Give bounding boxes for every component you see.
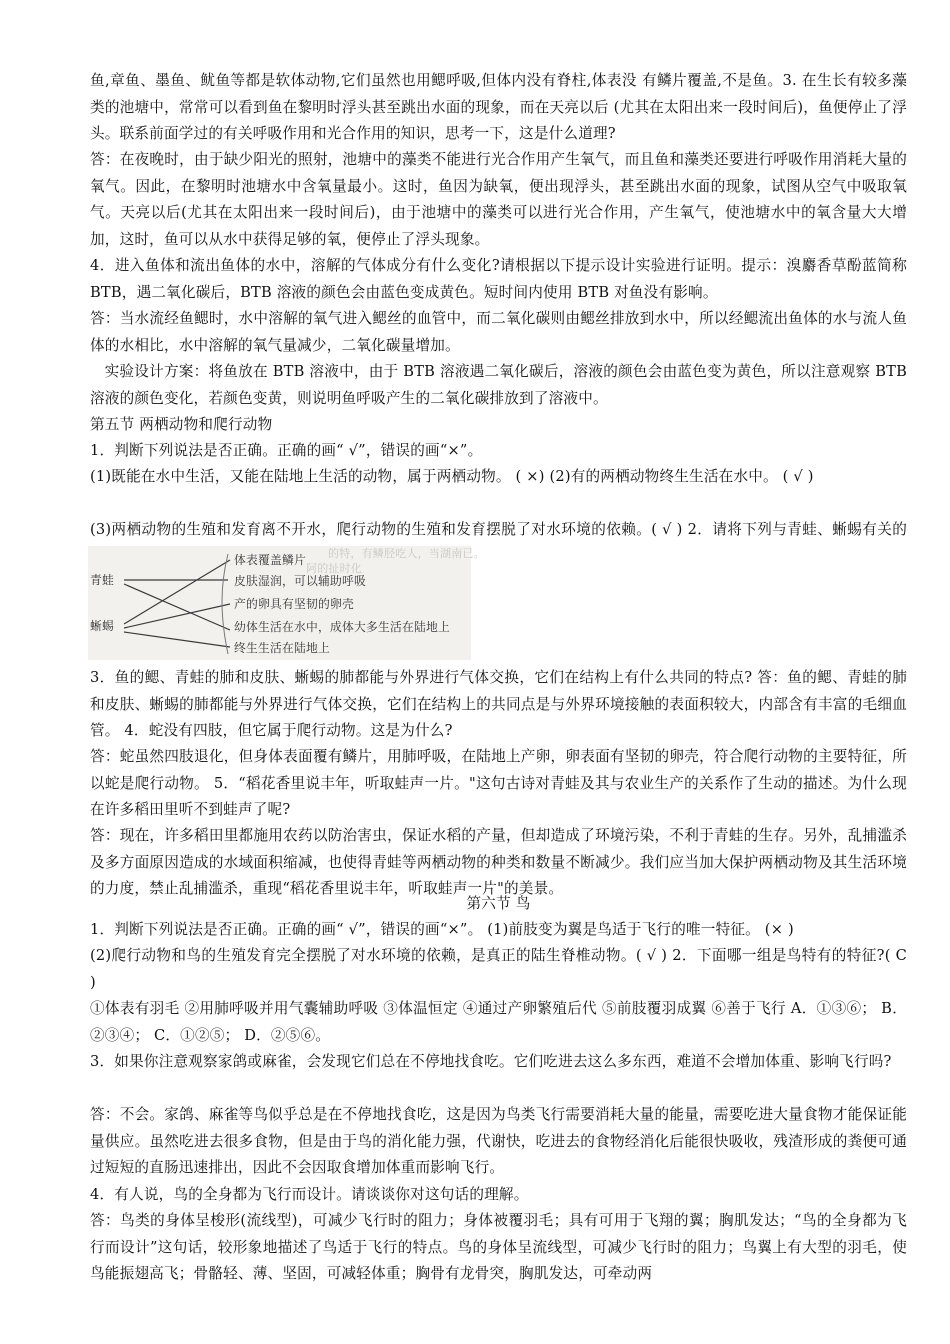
paragraph-fish-mollusks-q3: 鱼,章鱼、墨鱼、鱿鱼等都是软体动物,它们虽然也用鳃呼吸,但体内没有脊柱,体表没 有鳞片覆盖,不是鱼。3. 在生长有较多藻类的池塘中，常常可以看到鱼在黎明时浮头甚至跳出水面的现象，而在天亮以后 (尤其在太阳出来一段时间后)，鱼便停止了浮头。联系前面学过的有关呼吸作用和光合作用的知识，思考一下，这是什么道理? [90,72,907,143]
section-5-q3-q4: 3．鱼的鳃、青蛙的肺和皮肤、蜥蜴的肺都能与外界进行气体交换，它们在结构上有什么共同的特点? 答：鱼的鳃、青蛙的肺和皮肤、蜥蜴的肺都能与外界进行气体交换，它们在结构上的共同点是与外界环境接触的表面积较大，内部含有丰富的毛细血管。 4．蛇没有四肢，但它属于爬行动物。这是为什么? [90,669,907,740]
section-6-q4: 4．有人说，鸟的全身都为飞行而设计。请谈谈你对这句话的理解。 [90,1186,529,1203]
section-5-heading: 第五节 两栖动物和爬行动物 [90,416,273,433]
bracket-mark [222,554,228,654]
line-lizard-scales [124,560,230,624]
answer-q3: 答：在夜晚时，由于缺少阳光的照射，池塘中的藻类不能进行光合作用产生氧气，而且鱼和藻类还要进行呼吸作用消耗大量的氧气。因此，在黎明时池塘水中含氧量最小。这时，鱼因为缺氧，便出现浮头，甚至跳出水面的现象，试图从空气中吸取氧气。天亮以后(尤其在太阳出来一段时间后)，由于池塘中的藻类可以进行光合作用，产生氧气，使池塘水中的氧含量大大增加，这时，鱼可以从水中获得足够的氧，便停止了浮头现象。 [90,151,907,248]
answer-q4: 答：当水流经鱼鳃时，水中溶解的氧气进入鳃丝的血管中，而二氧化碳则由鳃丝排放到水中，所以经鳃流出鱼体的水与流人鱼体的水相比，水中溶解的氧气量减少，二氧化碳量增加。 [90,310,907,354]
section-6-q1: 1．判断下列说法是否正确。正确的画“ √”，错误的画“×”。 (1)前肢变为翼是鸟适于飞行的唯一特征。 (× ) [90,921,794,938]
matching-diagram [88,546,485,660]
line-lizard-land [124,632,230,647]
section-6-q2-options: ①体表有羽毛 ②用肺呼吸并用气囊辅助呼吸 ③体温恒定 ④通过产卵繁殖后代 ⑤前肢覆羽成翼 ⑥善于飞行 A．①③⑥； B．②③④； C．①②⑤； D．②⑤⑥。 [90,1000,907,1044]
section-6-q1-item-2-q2: (2)爬行动物和鸟的生殖发育完全摆脱了对水环境的依赖，是真正的陆生脊椎动物。( √ ) 2．下面哪一组是鸟特有的特征?( C ) [90,947,907,991]
section-5-q1-intro: 1．判断下列说法是否正确。正确的画“ √”，错误的画“×”。 [90,442,483,459]
trait-scales: 体表覆盖鳞片 [234,553,306,567]
section-6-q3: 3．如果你注意观察家鸽或麻雀，会发现它们总在不停地找食吃。它们吃进去这么多东西，难道不会增加体重、影响飞行吗? [90,1053,892,1070]
answer-snake-q5: 答：蛇虽然四肢退化，但身体表面覆有鳞片，用肺呼吸，在陆地上产卵，卵表面有坚韧的卵壳，符合爬行动物的主要特征，所以蛇是爬行动物。 5．“稻花香里说丰年，听取蛙声一片。"这句古诗对青蛙及其与农业生产的关系作了生动的描述。为什么现在许多稻田里听不到蛙声了呢? [90,748,907,819]
answer-section-6-q3: 答：不会。家鸽、麻雀等鸟似乎总是在不停地找食吃，这是因为鸟类飞行需要消耗大量的能量，需要吃进大量食物才能保证能量供应。虽然吃进去很多食物，但是由于鸟的消化能力强，代谢快，吃进去的食物经消化后能很快吸收，残渣形成的粪便可通过短短的直肠迅速排出，因此不会因取食增加体重而影响飞行。 [90,1106,907,1177]
trait-larva-water: 幼体生活在水中，成体大多生活在陆地上 [234,620,450,634]
experiment-design: 实验设计方案：将鱼放在 BTB 溶液中，由于 BTB 溶液遇二氧化碳后，溶液的颜色会由蓝色变为黄色，所以注意观察 BTB 溶液的颜色变化，若颜色变黄，则说明鱼呼吸产生的二氧化碳排放到了溶液中。 [90,363,907,407]
trait-land-lifelong: 终生生活在陆地上 [234,641,330,655]
question-q4: 4．进入鱼体和流出鱼体的水中，溶解的气体成分有什么变化?请根据以下提示设计实验进行证明。提示：溴麝香草酚蓝简称 BTB，遇二氧化碳后，BTB 溶液的颜色会由蓝色变成黄色。短时间内使用 BTB 对鱼没有影响。 [90,257,907,301]
answer-section-6-q4: 答：鸟类的身体呈梭形(流线型)，可减少飞行时的阻力；身体被覆羽毛；具有可用于飞翔的翼；胸肌发达；“鸟的全身都为飞行而设计”这句话，较形象地描述了鸟适于飞行的特点。鸟的身体呈流线型，可减少飞行时的阻力；鸟翼上有大型的羽毛，使鸟能振翅高飞；骨骼轻、薄、坚固，可减轻体重；胸骨有龙骨突，胸肌发达，可牵动两 [90,1212,907,1283]
bleed-through-text: 阿的扯时化 [306,562,362,575]
trait-moist-skin: 皮肤湿润，可以辅助呼吸 [234,574,366,588]
label-lizard: 蜥蜴 [90,619,114,633]
label-frog: 青蛙 [90,573,114,587]
section-5-q1-items-1-2: (1)既能在水中生活，又能在陆地上生活的动物，属于两栖动物。 ( ×) (2)有的两栖动物终生生活在水中。 ( √ ) [90,468,814,485]
trait-tough-eggshell: 产的卵具有坚韧的卵壳 [234,597,354,611]
section-6-heading: 第六节 鸟 [466,895,531,912]
answer-q5: 答：现在，许多稻田里都施用农药以防治害虫，保证水稻的产量，但却造成了环境污染，不利于青蛙的生存。另外，乱捕滥杀及多方面原因造成的水域面积缩减，也使得青蛙等两栖动物的种类和数量不断减少。我们应当加大保护两栖动物及其生活环境的力度，禁止乱捕滥杀，重现“稻花香里说丰年，听取蛙声一片"的美景。 [90,827,907,898]
bleed-through-text: 的特，有鳞胫吃人，当湖南已。 [328,547,485,560]
section-5-q1-item-3-q2: (3)两栖动物的生殖和发育离不开水，爬行动物的生殖和发育摆脱了对水环境的依赖。( √ ) 2．请将下列与青蛙、蜥蜴有关的 [90,521,907,538]
